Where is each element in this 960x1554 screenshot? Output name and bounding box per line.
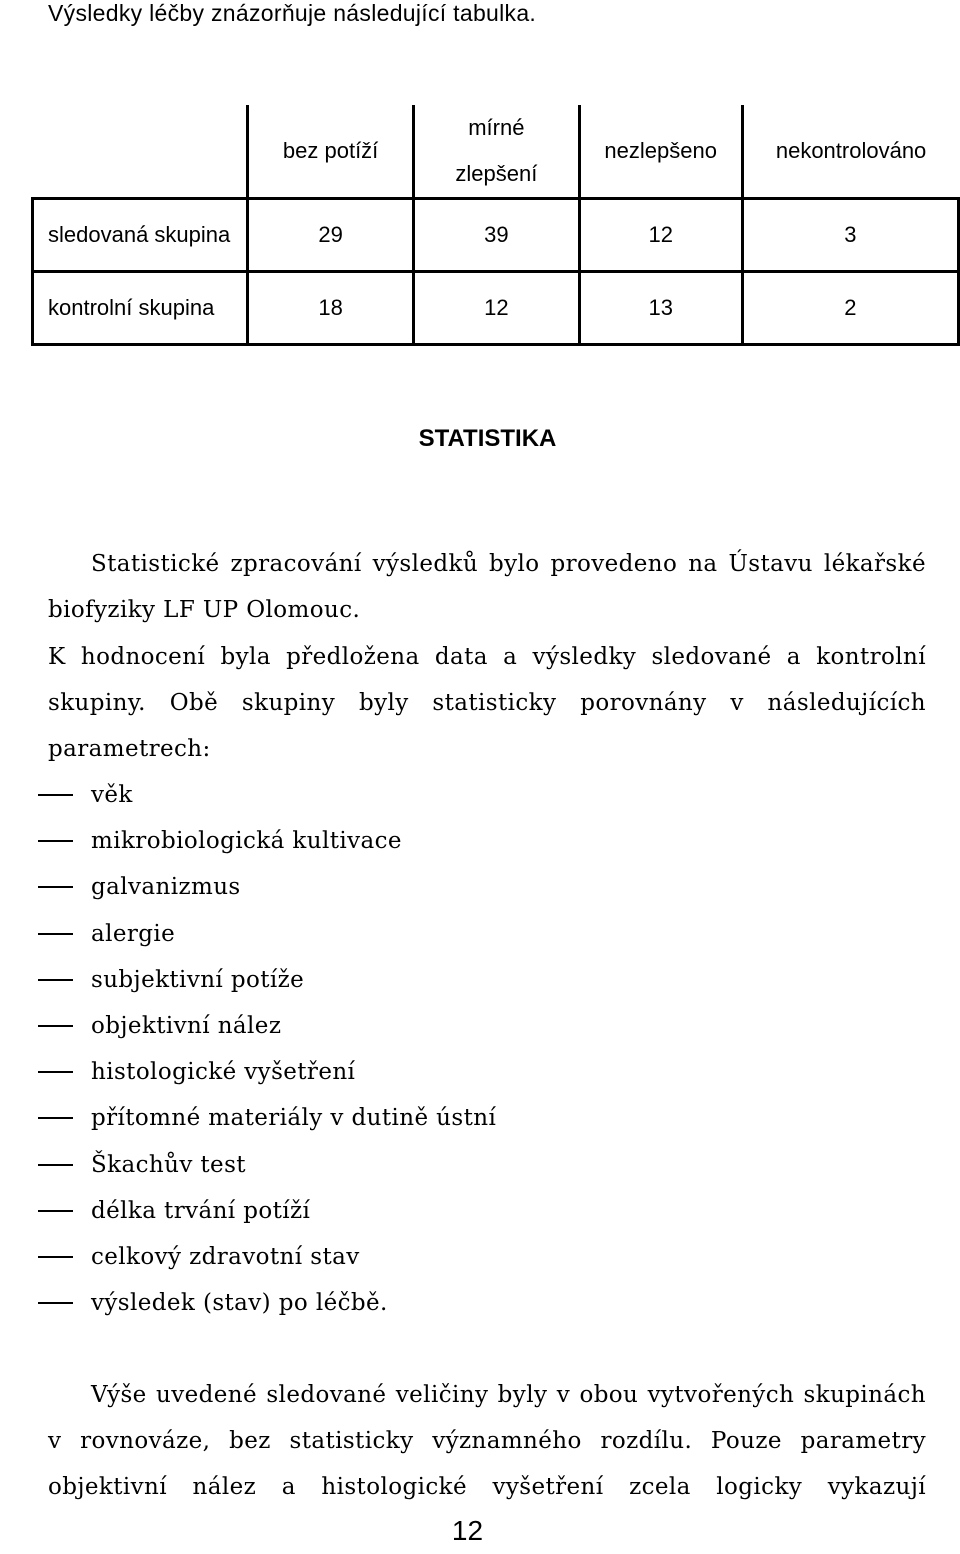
table-cell: 2 <box>742 272 958 345</box>
list-item <box>38 772 496 818</box>
list-item <box>38 864 496 910</box>
list-item <box>38 1280 496 1326</box>
section-heading: STATISTIKA <box>418 425 557 452</box>
dash-bullet <box>38 1164 73 1166</box>
list-item-text: celkový zdravotní stav <box>91 1243 360 1270</box>
dash-bullet <box>38 1210 73 1212</box>
list-item <box>38 1234 496 1280</box>
list-item <box>38 1142 496 1188</box>
list-item <box>38 1095 496 1141</box>
header-empty-cell <box>33 105 248 199</box>
paragraph-1 <box>48 541 926 633</box>
list-item <box>38 957 496 1003</box>
dash-bullet <box>38 794 73 796</box>
paragraph-3 <box>48 1372 926 1510</box>
dash-bullet <box>38 886 73 888</box>
intro-text: Výsledky léčby znázorňuje následující tabulka. <box>48 0 537 26</box>
paragraph-line: K hodnocení byla předložena data a výsledky sledované a kontrolní <box>48 644 926 670</box>
paragraph-line: biofyziky LF UP Olomouc. <box>48 597 361 623</box>
table-cell: 3 <box>742 199 958 272</box>
dash-bullet <box>38 1302 73 1304</box>
paragraph-line: Statistické zpracování výsledků bylo provedeno na Ústavu lékařské <box>91 551 926 577</box>
paragraph-line: parametrech: <box>48 736 211 762</box>
list-item-text: objektivní nález <box>91 1013 282 1040</box>
dash-bullet <box>38 1025 73 1027</box>
list-item <box>38 1188 496 1234</box>
header-cell <box>413 105 579 199</box>
list-item <box>38 818 496 864</box>
table-cell: 12 <box>413 272 579 345</box>
page-number: 12 <box>451 1515 484 1546</box>
table-row <box>33 272 959 345</box>
list-item-text: Škachův test <box>91 1151 246 1178</box>
table-header-row <box>33 105 959 199</box>
paragraph-line: skupiny. Obě skupiny byly statisticky porovnány v následujících <box>48 690 926 716</box>
table-row <box>33 199 959 272</box>
table-cell: 39 <box>413 199 579 272</box>
paragraph-line: objektivní nález a histologické vyšetření zcela logicky vykazují <box>48 1474 926 1500</box>
table-cell: 12 <box>579 199 742 272</box>
header-cell: nezlepšeno <box>579 105 742 199</box>
header-cell: nekontrolováno <box>742 105 958 199</box>
row-label: sledovaná skupina <box>33 199 248 272</box>
paragraph-line: v rovnováze, bez statisticky významného rozdílu. Pouze parametry <box>48 1428 926 1454</box>
table-cell: 13 <box>579 272 742 345</box>
table-cell: 29 <box>248 199 414 272</box>
list-item-text: mikrobiologická kultivace <box>91 828 402 855</box>
dash-bullet <box>38 933 73 935</box>
list-item-text: histologické vyšetření <box>91 1059 356 1086</box>
paragraph-2 <box>48 634 926 772</box>
row-label: kontrolní skupina <box>33 272 248 345</box>
list-item-text: délka trvání potíží <box>91 1197 311 1224</box>
list-item <box>38 1049 496 1095</box>
results-table <box>31 105 960 346</box>
list-item-text: věk <box>91 782 133 809</box>
list-item <box>38 1003 496 1049</box>
list-item <box>38 911 496 957</box>
header-cell: bez potíží <box>248 105 414 199</box>
list-item-text: přítomné materiály v dutině ústní <box>91 1105 497 1132</box>
list-item-text: výsledek (stav) po léčbě. <box>91 1290 388 1317</box>
dash-bullet <box>38 1256 73 1258</box>
dash-bullet <box>38 1117 73 1119</box>
list-item-text: alergie <box>91 920 176 947</box>
header-cell-line: mírné <box>468 115 525 140</box>
dash-bullet <box>38 840 73 842</box>
table-cell: 18 <box>248 272 414 345</box>
list-item-text: subjektivní potíže <box>91 966 305 993</box>
header-cell-line: zlepšení <box>455 161 538 186</box>
dash-bullet <box>38 1071 73 1073</box>
parameter-list <box>38 772 496 1326</box>
dash-bullet <box>38 979 73 981</box>
list-item-text: galvanizmus <box>91 874 241 901</box>
paragraph-line: Výše uvedené sledované veličiny byly v obou vytvořených skupinách <box>91 1382 926 1408</box>
